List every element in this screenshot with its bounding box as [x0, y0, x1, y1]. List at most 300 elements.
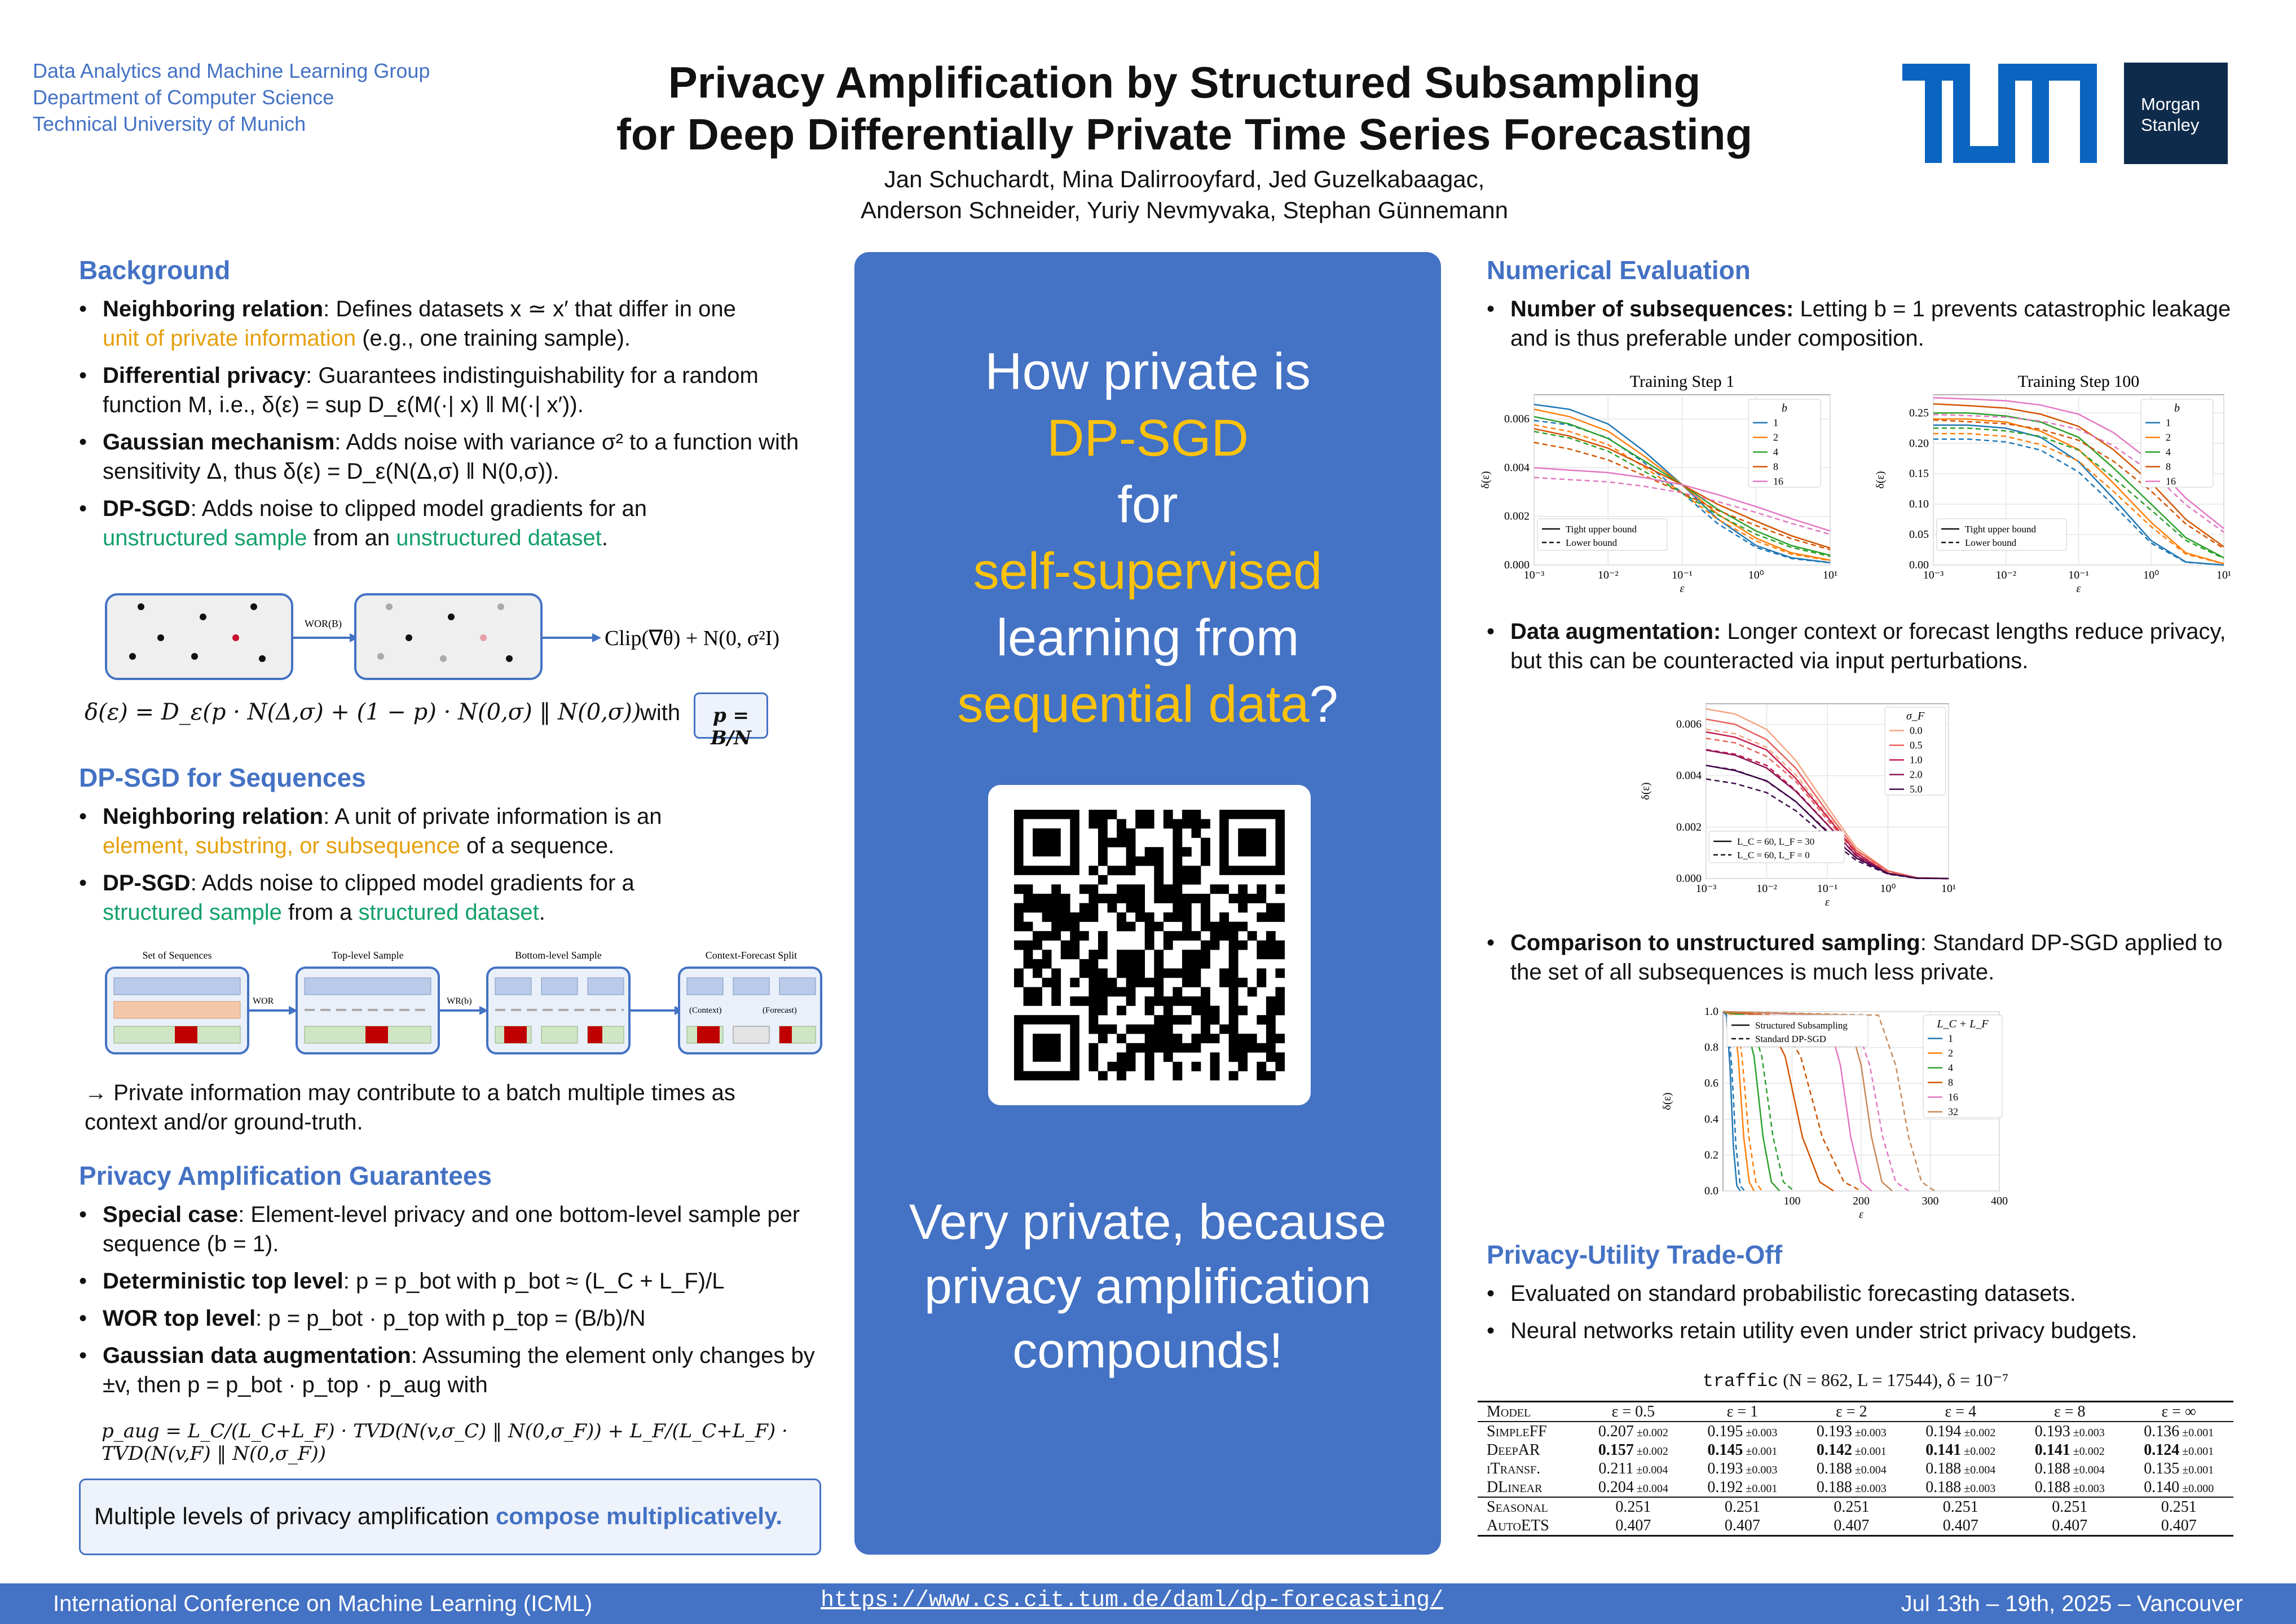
style-legend-label: Lower bound [1965, 537, 2017, 548]
qr-module [1164, 819, 1173, 829]
bullet-bold: Gaussian data augmentation [103, 1343, 411, 1368]
cell-value: 0.192 [1707, 1478, 1743, 1496]
cell-std: ±0.001 [2179, 1426, 2214, 1439]
qr-module [1182, 819, 1192, 829]
qr-module [1108, 838, 1117, 848]
table-cell [1906, 1441, 2015, 1459]
bullet-text: Longer context or forecast lengths reduce privacy, but this can be counteracted via input perturbations. [1510, 619, 2226, 673]
qr-module [1117, 1062, 1126, 1071]
cell-std: ±0.002 [1961, 1426, 1996, 1439]
y-tick-label: 0.000 [1504, 559, 1530, 571]
bullet-bold: WOR top level [103, 1306, 256, 1331]
qr-module [1238, 978, 1248, 987]
bullet [79, 427, 829, 486]
qr-module [1210, 1071, 1220, 1080]
qr-module [1070, 922, 1079, 932]
qr-module [1154, 959, 1164, 969]
question-highlight: self-supervised [973, 542, 1323, 600]
bullet-text: from an [307, 526, 396, 550]
title-line-1: Privacy Amplification by Structured Subsampling [668, 58, 1701, 107]
qr-module [1275, 884, 1285, 894]
legend-label: 4 [1948, 1062, 1953, 1074]
diagram-label: Context-Forecast Split [705, 950, 797, 961]
qr-module [1164, 931, 1173, 941]
bullet [79, 868, 829, 927]
cell-value: 0.195 [1707, 1422, 1743, 1440]
qr-module [1182, 978, 1192, 987]
x-tick-label: 300 [1922, 1195, 1939, 1207]
qr-module [1070, 978, 1079, 987]
qr-module [1135, 950, 1145, 959]
qr-module [1117, 819, 1126, 829]
table-cell: 0.407 [2052, 1516, 2088, 1534]
bullet-text: : p = p_bot with p_bot ≈ (L_C + L_F)/L [343, 1269, 725, 1294]
legend-label: 2.0 [1910, 769, 1923, 780]
cell-std: ±0.002 [1633, 1426, 1668, 1439]
qr-module [1257, 1043, 1266, 1053]
qr-module [1210, 1052, 1220, 1062]
x-tick-label: 10⁻¹ [2068, 569, 2089, 581]
cell-std: ±0.004 [1633, 1463, 1668, 1476]
qr-module [1135, 903, 1145, 913]
qr-module [1098, 987, 1108, 996]
cell-std: ±0.001 [1852, 1445, 1887, 1458]
qr-module [1257, 950, 1266, 959]
table-cell [2015, 1441, 2124, 1459]
table-row [1478, 1422, 2233, 1441]
cell-value: 0.193 [1816, 1422, 1852, 1440]
legend-label: 5.0 [1910, 783, 1923, 795]
qr-module [1182, 959, 1192, 969]
table-cell [2015, 1459, 2124, 1478]
y-axis-label: δ(ε) [1640, 782, 1652, 800]
footer [0, 1583, 2296, 1624]
qr-module [1024, 959, 1033, 969]
y-tick-label: 0.8 [1704, 1041, 1718, 1054]
bullet [79, 1304, 829, 1333]
qr-module [1145, 912, 1154, 922]
qr-module [1135, 884, 1145, 894]
legend-label: 2 [2166, 431, 2171, 443]
title-line-2: for Deep Differentially Private Time Series Forecasting [616, 109, 1753, 159]
qr-module [1108, 894, 1117, 903]
y-axis-label: δ(ε) [1661, 1092, 1673, 1110]
qr-module [1033, 903, 1042, 913]
qr-module [1117, 1034, 1126, 1043]
answer-line: Very private, because [909, 1194, 1387, 1250]
sequences-note: → Private information may contribute to a batch multiple times as context and/or ground-truth. [85, 1080, 735, 1135]
qr-module [1201, 1025, 1210, 1034]
cell-std: ±0.003 [1743, 1463, 1778, 1476]
numerical-bullet-2 [1487, 617, 2237, 683]
answer-line: privacy amplification [924, 1258, 1372, 1314]
qr-module [1238, 1062, 1248, 1071]
qr-module [1108, 810, 1117, 819]
bullet-text: : A unit of private information is an [323, 804, 662, 829]
qr-module [1275, 941, 1285, 950]
y-axis-label: δ(ε) [1874, 471, 1887, 489]
qr-module [1051, 922, 1061, 932]
cell-std: ±0.000 [2179, 1482, 2214, 1495]
y-tick-label: 1.0 [1704, 1005, 1718, 1018]
legend-label: 16 [2166, 475, 2176, 487]
formula-with: with [640, 700, 681, 725]
x-axis-label: ε [1859, 1208, 1863, 1221]
qr-module [1098, 941, 1108, 950]
qr-module [1275, 1052, 1285, 1062]
qr-module [1145, 941, 1154, 950]
qr-module [1024, 996, 1033, 1006]
y-tick-label: 0.004 [1676, 769, 1702, 782]
x-tick-label: 10⁻¹ [1817, 882, 1838, 895]
qr-module [1191, 866, 1201, 875]
bullet-bold: Comparison to unstructured sampling [1510, 930, 1920, 955]
qr-module [1117, 950, 1126, 959]
diagram-label: Set of Sequences [142, 950, 212, 961]
chart-unstructured-comparison [1658, 1004, 2053, 1229]
qr-module [1145, 996, 1154, 1006]
qr-module [1257, 968, 1266, 978]
y-tick-label: 0.006 [1676, 718, 1702, 731]
qr-module [1182, 968, 1192, 978]
qr-module [1210, 922, 1220, 932]
qr-module [1219, 968, 1229, 978]
qr-module [1098, 1034, 1108, 1043]
qr-module [1088, 1025, 1098, 1034]
qr-module [1173, 1034, 1182, 1043]
qr-module [1182, 875, 1192, 885]
qr-module [1088, 866, 1098, 875]
affiliation-line: Data Analytics and Machine Learning Group [33, 59, 430, 82]
qr-module [1098, 847, 1108, 857]
cell-value: 0.193 [2034, 1422, 2070, 1440]
cell-value: 0.188 [1816, 1478, 1852, 1496]
bullet: • Evaluated on standard probabilistic forecasting datasets. [1487, 1279, 2237, 1308]
qr-module [1108, 1062, 1117, 1071]
qr-module [1135, 894, 1145, 903]
qr-module [1275, 1034, 1285, 1043]
qr-module [1088, 987, 1098, 996]
bullet [79, 1200, 829, 1259]
cell-std: ±0.004 [2070, 1463, 2105, 1476]
qr-module [1033, 996, 1042, 1006]
qr-module [1229, 894, 1239, 903]
model-name: Seasonal [1487, 1498, 1548, 1516]
qr-module [1154, 1034, 1164, 1043]
qr-module [1275, 912, 1285, 922]
table-row [1478, 1459, 2233, 1478]
qr-module [1164, 941, 1173, 950]
qr-module [1088, 1015, 1098, 1025]
qr-module [1191, 819, 1201, 829]
qr-module [1088, 996, 1098, 1006]
qr-module [1266, 1043, 1276, 1053]
qr-module [1210, 941, 1220, 950]
qr-code[interactable] [1014, 810, 1285, 1080]
project-url-link[interactable]: https://www.cs.cit.tum.de/daml/dp-forecasting/ [821, 1588, 1444, 1613]
qr-module [1219, 931, 1229, 941]
qr-module [1098, 950, 1108, 959]
qr-module [1033, 987, 1042, 996]
cell-value: 0.188 [2034, 1459, 2070, 1477]
qr-module [1051, 968, 1061, 978]
qr-module [1182, 912, 1192, 922]
qr-module [1117, 912, 1126, 922]
x-tick-label: 10⁻³ [1523, 569, 1545, 581]
bullet-bold: DP-SGD [103, 871, 191, 895]
cell-value: 0.188 [1925, 1459, 1962, 1477]
table-cell [2015, 1422, 2124, 1441]
qr-module [1079, 959, 1089, 969]
bullet-text: . [539, 900, 545, 925]
wor-label: WOR [253, 996, 274, 1006]
qr-module [1266, 1071, 1276, 1080]
qr-module [1033, 941, 1042, 950]
qr-module [1229, 950, 1239, 959]
cell-std: ±0.002 [2070, 1445, 2105, 1458]
wr-label: WR(b) [447, 996, 472, 1006]
qr-module [1154, 875, 1164, 885]
qr-module [1051, 978, 1061, 987]
table-column-header: ε = 1 [1726, 1402, 1759, 1420]
qr-module [1145, 1025, 1154, 1034]
qr-module [1257, 894, 1266, 903]
qr-module [1033, 959, 1042, 969]
cell-std: ±0.004 [1633, 1482, 1668, 1495]
qr-module [1173, 866, 1182, 875]
legend-label: 16 [1948, 1091, 1958, 1103]
legend-title: L_C + L_F [1937, 1018, 1989, 1030]
bullet-text: : Adds noise to clipped model gradients for an [190, 496, 647, 521]
cell-value: 0.188 [1816, 1459, 1852, 1477]
table-cell [1688, 1441, 1797, 1459]
qr-module [1257, 1071, 1266, 1080]
qr-module [1238, 941, 1248, 950]
qr-module [1219, 1025, 1229, 1034]
qr-module [1201, 1015, 1210, 1025]
table-cell [1797, 1478, 1906, 1497]
qr-module [1126, 838, 1136, 848]
qr-module [1191, 968, 1201, 978]
qr-module [1098, 819, 1108, 829]
legend-title: σ_F [1906, 710, 1925, 722]
cell-std: ±0.003 [2070, 1482, 2105, 1495]
qr-module [1173, 1043, 1182, 1053]
affiliation-line: Technical University of Munich [33, 112, 306, 135]
bullet [1487, 294, 2237, 353]
table-cell [1906, 1478, 2015, 1497]
qr-module [1051, 912, 1061, 922]
qr-module [1154, 866, 1164, 875]
qr-module [1210, 1015, 1220, 1025]
logo-text: Morgan [2141, 94, 2201, 114]
cell-std: ±0.003 [1743, 1426, 1778, 1439]
qr-module [1154, 987, 1164, 996]
qr-module [1257, 1015, 1266, 1025]
bullet-text: : Guarantees indistinguishability for a random function M, i.e., δ(ε) = sup D_ε(M(·| x) ‖ M(·| x′)). [103, 363, 759, 417]
authors-line-2: Anderson Schneider, Yuriy Nevmyvaka, Stephan Günnemann [861, 197, 1508, 223]
qr-module [1145, 819, 1154, 829]
background-bullets [79, 294, 829, 561]
qr-module [1070, 912, 1079, 922]
legend-label: 2 [1773, 431, 1778, 443]
qr-module [1229, 1015, 1239, 1025]
qr-module [1070, 941, 1079, 950]
table-cell [2125, 1478, 2234, 1497]
qr-module [1201, 1006, 1210, 1016]
chart-training-step-1 [1478, 362, 1844, 610]
qr-module [1145, 1071, 1154, 1080]
qr-module [1088, 810, 1098, 819]
table-column-header: ε = 2 [1836, 1402, 1867, 1420]
cell-std: ±0.003 [1852, 1482, 1887, 1495]
qr-module [1164, 1025, 1173, 1034]
qr-module [1070, 996, 1079, 1006]
legend-label: 1 [2166, 417, 2171, 429]
qr-module [1126, 866, 1136, 875]
legend-box [1923, 1015, 2002, 1118]
cell-value: 0.140 [2144, 1478, 2180, 1496]
style-legend-label: Tight upper bound [1965, 524, 2036, 535]
qr-module [1126, 847, 1136, 857]
qr-module [1024, 987, 1033, 996]
qr-module [1014, 912, 1024, 922]
qr-module [1266, 950, 1276, 959]
qr-module [1088, 1062, 1098, 1071]
qr-module [1164, 968, 1173, 978]
table-cell [1579, 1459, 1687, 1478]
legend-label: 16 [1773, 475, 1783, 487]
qr-module [1126, 922, 1136, 932]
qr-module [1126, 978, 1136, 987]
qr-module [1088, 1043, 1098, 1053]
qr-module [1238, 894, 1248, 903]
summary-box [79, 1479, 821, 1555]
qr-module [1145, 922, 1154, 932]
x-tick-label: 10⁻³ [1695, 882, 1717, 895]
qr-module [1229, 1006, 1239, 1016]
qr-module [1061, 912, 1070, 922]
qr-module [1014, 922, 1024, 932]
qr-module [1079, 996, 1089, 1006]
qr-module [1201, 912, 1210, 922]
qr-module [1173, 884, 1182, 894]
qr-module [1201, 987, 1210, 996]
table-cell [2125, 1441, 2234, 1459]
qr-module [1275, 950, 1285, 959]
cell-value: 0.135 [2144, 1459, 2180, 1477]
qr-module [1182, 922, 1192, 932]
diagram-label: Top-level Sample [332, 950, 404, 961]
qr-module [1126, 884, 1136, 894]
qr-module [1238, 1052, 1248, 1062]
qr-module [1117, 1071, 1126, 1080]
qr-module [1191, 810, 1201, 819]
table-column-header: Model [1487, 1402, 1531, 1420]
qr-module [1173, 968, 1182, 978]
x-tick-label: 400 [1991, 1195, 2008, 1207]
cell-std: ±0.001 [1743, 1445, 1778, 1458]
qr-finder [1238, 828, 1266, 857]
qr-module [1098, 810, 1108, 819]
legend-label: 4 [1773, 446, 1778, 458]
qr-module [1229, 968, 1239, 978]
qr-module [1182, 847, 1192, 857]
arrow-label: WOR(B) [305, 618, 342, 629]
table-row [1478, 1441, 2233, 1459]
bullet [1487, 928, 2237, 987]
x-axis-label: ε [1825, 896, 1830, 908]
qr-module [1051, 987, 1061, 996]
cell-std: ±0.003 [1961, 1482, 1996, 1495]
qr-module [1098, 1006, 1108, 1016]
table-cell: 0.251 [1942, 1498, 1978, 1516]
qr-module [1145, 1043, 1154, 1053]
y-tick-label: 0.0 [1704, 1185, 1718, 1197]
qr-module [1229, 996, 1239, 1006]
qr-module [1024, 903, 1033, 913]
legend-label: 32 [1948, 1106, 1958, 1118]
qr-module [1164, 912, 1173, 922]
affiliation [33, 58, 430, 137]
cell-value: 0.193 [1707, 1459, 1743, 1477]
qr-module [1275, 968, 1285, 978]
qr-module [1088, 1006, 1098, 1016]
tum-logo [1902, 64, 2097, 163]
qr-module [1061, 903, 1070, 913]
cell-value: 0.145 [1707, 1441, 1743, 1459]
bullet [79, 1266, 829, 1296]
cell-std: ±0.002 [1961, 1445, 1996, 1458]
qr-module [1191, 1006, 1201, 1016]
table-cell: 0.407 [2161, 1516, 2197, 1534]
qr-module [1126, 1043, 1136, 1053]
qr-module [1126, 1025, 1136, 1034]
qr-module [1154, 857, 1164, 866]
x-tick-label: 10⁰ [1880, 882, 1896, 895]
question-line: for [1117, 476, 1178, 533]
qr-module [1145, 857, 1154, 866]
qr-module [1248, 931, 1257, 941]
highlight: unstructured dataset [396, 526, 602, 550]
qr-module [1154, 996, 1164, 1006]
clip-formula: Clip(∇θ) + N(0, σ²I) [605, 626, 780, 650]
qr-module [1033, 931, 1042, 941]
qr-module [1191, 959, 1201, 969]
qr-module [1154, 950, 1164, 959]
qr-module [1210, 1006, 1220, 1016]
qr-module [1173, 931, 1182, 941]
qr-module [1219, 884, 1229, 894]
table-cell [1688, 1422, 1797, 1441]
qr-module [1201, 1034, 1210, 1043]
cell-value: 0.124 [2144, 1441, 2180, 1459]
qr-code-card[interactable] [988, 785, 1311, 1105]
qr-module [1061, 950, 1070, 959]
style-legend-label: Lower bound [1566, 537, 1618, 548]
qr-module [1164, 1052, 1173, 1062]
qr-module [1229, 1043, 1239, 1053]
qr-module [1275, 903, 1285, 913]
qr-module [1238, 903, 1248, 913]
qr-module [1182, 950, 1192, 959]
question-line: learning from [996, 609, 1299, 667]
qr-module [1173, 838, 1182, 848]
qr-module [1126, 894, 1136, 903]
qr-module [1257, 912, 1266, 922]
numerical-bullet-1 [1487, 294, 2237, 361]
qr-module [1266, 912, 1276, 922]
